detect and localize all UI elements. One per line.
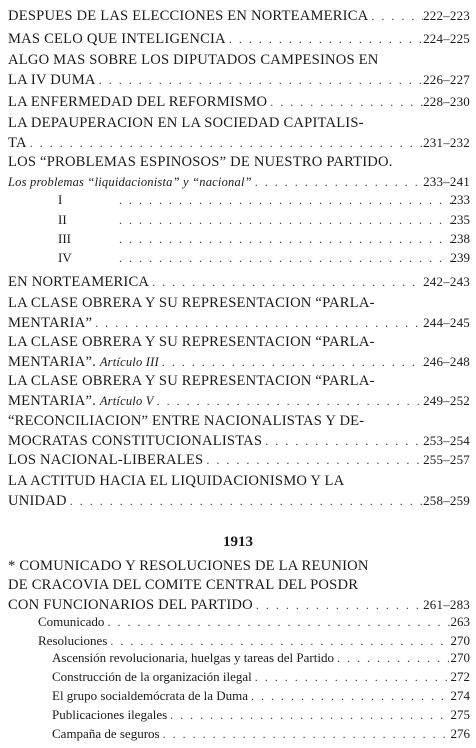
dot-leader (116, 250, 451, 266)
part-number: II (58, 212, 67, 227)
dot-leader (67, 492, 423, 511)
entry-title-cont: LA IV DUMA (8, 72, 96, 88)
page-number: 238 (450, 231, 470, 246)
entry-title: MAS CELO QUE INTELIGENCIA (8, 31, 226, 47)
toc-subentry[interactable] (8, 212, 470, 228)
page-number: 270 (450, 650, 470, 665)
page-range: 226–227 (423, 72, 470, 87)
toc-entry[interactable] (8, 294, 470, 333)
dot-leader (96, 71, 423, 90)
toc-entry[interactable] (8, 92, 470, 112)
dot-leader (167, 707, 450, 723)
page-range: 249–252 (423, 393, 470, 408)
entry-title: LA DEPAUPERACION EN LA SOCIEDAD CAPITALIS- (8, 115, 364, 131)
page-number: 275 (450, 707, 470, 722)
page-range: 244–245 (423, 315, 470, 330)
page-range: 253–254 (423, 433, 470, 448)
entry-title-cont: MENTARIA”. (8, 354, 96, 370)
entry-title-cont: CON FUNCIONARIOS DEL PARTIDO (8, 597, 253, 613)
page-range: 224–225 (423, 31, 470, 46)
dot-leader (154, 392, 424, 411)
dot-leader (27, 134, 423, 153)
page-number: 235 (450, 212, 470, 227)
toc-entry[interactable] (8, 412, 470, 451)
entry-title: LA CLASE OBRERA Y SU REPRESENTACION “PARLA- (8, 334, 375, 350)
entry-title: LA ACTITUD HACIA EL LIQUIDACIONISMO Y LA (8, 473, 345, 489)
entry-title-cont: MENTARIA”. (8, 393, 96, 409)
page-number: 239 (450, 250, 470, 265)
toc-entry[interactable] (8, 51, 470, 90)
dot-leader (116, 212, 451, 228)
page-range: 255–257 (423, 452, 470, 467)
toc-subentry[interactable] (52, 650, 470, 666)
toc-subentry[interactable] (52, 688, 470, 704)
part-number: IV (58, 250, 72, 265)
toc-subentry[interactable] (52, 669, 470, 685)
subentry-title: Publicaciones ilegales (52, 707, 168, 722)
page-range: 242–243 (423, 274, 470, 289)
dot-leader (267, 93, 423, 112)
entry-subtitle: Los problemas “liquidacionista” y “nacional” (8, 175, 252, 189)
page-range: 233–241 (423, 174, 470, 189)
toc-entry[interactable] (8, 114, 470, 153)
toc-entry[interactable] (8, 557, 470, 615)
entry-title: LOS NACIONAL-LIBERALES (8, 452, 204, 468)
year-heading: 1913 (223, 534, 253, 550)
subentry-title: El grupo socialdemócrata de la Duma (52, 688, 249, 703)
toc-subentry[interactable] (52, 726, 470, 742)
page-number: 270 (450, 633, 470, 648)
toc-subentry[interactable] (38, 633, 470, 649)
subentry-title: Ascensión revolucionaria, huelgas y tareas del Partido (52, 650, 334, 665)
toc-subentry[interactable] (52, 707, 470, 723)
toc-entry[interactable] (8, 6, 470, 26)
dot-leader (252, 173, 423, 192)
toc-subentry[interactable] (38, 614, 470, 630)
page-number: 233 (450, 192, 470, 207)
dot-leader (368, 7, 423, 26)
subentry-title: Construcción de la organización ilegal (52, 669, 252, 684)
entry-title: LA CLASE OBRERA Y SU REPRESENTACION “PARLA- (8, 373, 375, 389)
dot-leader (248, 688, 450, 704)
dot-leader (116, 192, 451, 208)
page-range: 258–259 (423, 493, 470, 508)
entry-title-cont: MOCRATAS CONSTITUCIONALISTAS (8, 433, 263, 449)
toc-subentry[interactable] (8, 231, 470, 247)
entry-title: EN NORTEAMERICA (8, 274, 150, 290)
dot-leader (159, 353, 423, 372)
entry-title: LA CLASE OBRERA Y SU REPRESENTACION “PARLA- (8, 295, 375, 311)
page-range: 231–232 (423, 135, 470, 150)
entry-title: * COMUNICADO Y RESOLUCIONES DE LA REUNION (8, 558, 369, 574)
entry-note: Artículo V (99, 394, 154, 408)
page-number: 272 (450, 669, 470, 684)
toc-entry[interactable] (8, 472, 470, 511)
subentry-title: Comunicado (38, 614, 105, 629)
page-range: 222–223 (423, 8, 470, 23)
page-number: 263 (450, 614, 470, 629)
page-number: 276 (450, 726, 470, 741)
toc-subentry[interactable] (8, 250, 470, 266)
dot-leader (160, 726, 451, 742)
page-range: 228–230 (423, 94, 470, 109)
dot-leader (253, 596, 423, 615)
page-range: 261–283 (423, 597, 470, 612)
entry-title: ALGO MAS SOBRE LOS DIPUTADOS CAMPESINOS EN (8, 52, 379, 68)
dot-leader (262, 432, 423, 451)
entry-title-cont: TA (8, 135, 27, 151)
page-number: 274 (450, 688, 470, 703)
dot-leader (107, 633, 450, 649)
toc-subentry[interactable] (8, 192, 470, 208)
dot-leader (226, 30, 423, 49)
subentry-title: Campaña de seguros (52, 726, 160, 741)
entry-title: “RECONCILIACION” ENTRE NACIONALISTAS Y DE- (8, 413, 365, 429)
dot-leader (252, 669, 451, 685)
part-number: III (58, 231, 71, 246)
toc-entry[interactable] (8, 450, 470, 470)
entry-title: DESPUES DE LAS ELECCIONES EN NORTEAMERICA (8, 8, 369, 24)
page-range: 246–248 (423, 354, 470, 369)
entry-title: LA ENFERMEDAD DEL REFORMISMO (8, 94, 268, 110)
part-number: I (58, 192, 63, 207)
dot-leader (203, 451, 423, 470)
toc-entry[interactable] (8, 153, 470, 192)
entry-title-cont: MENTARIA” (8, 315, 93, 331)
entry-title: LOS “PROBLEMAS ESPINOSOS” DE NUESTRO PARTIDO. (8, 154, 393, 170)
toc-entry[interactable] (8, 29, 470, 49)
toc-entry[interactable] (8, 372, 470, 411)
dot-leader (116, 231, 451, 247)
dot-leader (149, 273, 423, 292)
toc-entry[interactable] (8, 333, 470, 372)
dot-leader (104, 614, 450, 630)
entry-note: Artículo III (99, 355, 159, 369)
toc-entry[interactable] (8, 272, 470, 292)
entry-title-cont: DE CRACOVIA DEL COMITE CENTRAL DEL POSDR (8, 577, 359, 593)
dot-leader (92, 314, 423, 333)
entry-title-cont: UNIDAD (8, 493, 67, 509)
dot-leader (334, 650, 451, 666)
subentry-title: Resoluciones (38, 633, 108, 648)
